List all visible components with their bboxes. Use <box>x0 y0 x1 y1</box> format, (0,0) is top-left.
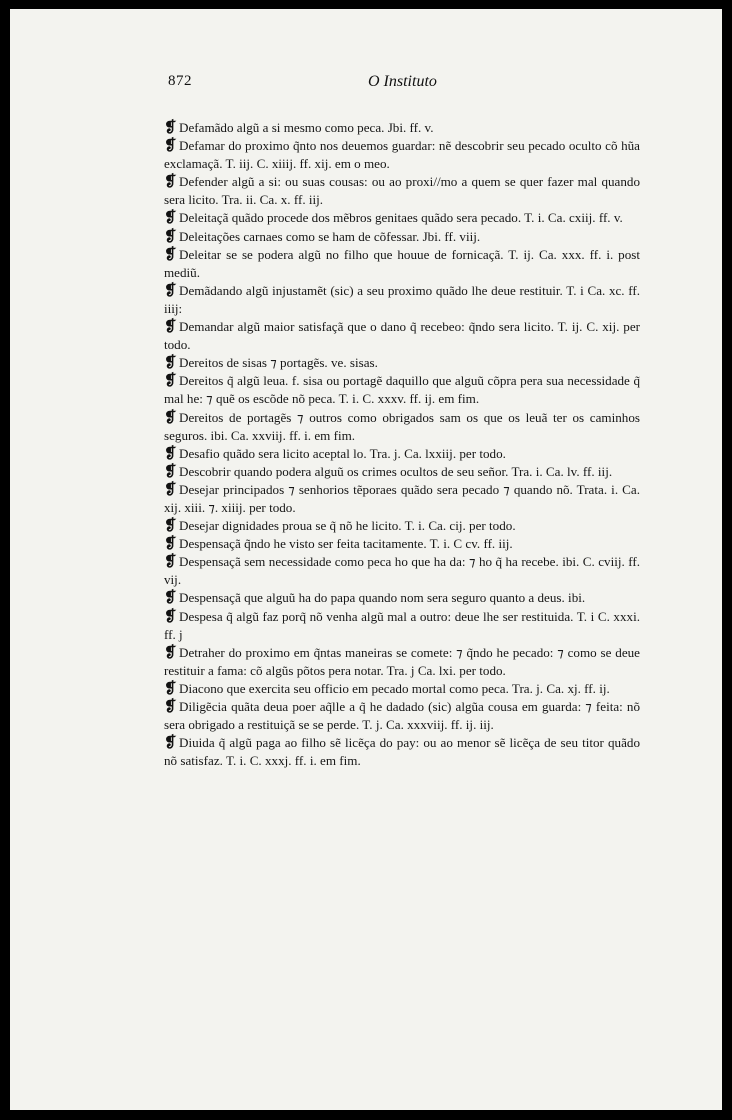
paragraph-mark-icon: ❡ <box>164 699 177 715</box>
index-entry <box>164 608 640 644</box>
entry-text: Demãdando algũ injustamẽt (sic) a seu proximo quãdo lhe deue restituir. T. i Ca. xc. ff. iiij: <box>164 282 640 316</box>
index-entry <box>164 698 640 734</box>
index-entry <box>164 680 640 698</box>
paragraph-mark-icon: ❡ <box>164 680 177 697</box>
paragraph-mark-icon: ❡ <box>164 210 177 227</box>
entry-text: Dereitos de sisas ⁊ portagẽs. ve. sisas. <box>179 355 378 371</box>
paragraph-mark-icon: ❡ <box>164 445 177 462</box>
paragraph-mark-icon: ❡ <box>164 228 177 245</box>
paragraph-mark-icon: ❡ <box>164 590 177 607</box>
entry-text: Despensaçã q̃ndo he visto ser feita tacitamente. T. i. C cv. ff. iij. <box>179 536 513 552</box>
index-entry <box>164 445 640 463</box>
paragraph-mark-icon: ❡ <box>164 735 177 752</box>
entry-text: Desafio quãdo sera licito aceptal lo. Tra. j. Ca. lxxiij. per todo. <box>179 445 506 461</box>
entry-text: Deleitações carnaes como se ham de cõfessar. Jbi. ff. viij. <box>179 228 481 244</box>
paragraph-mark-icon: ❡ <box>164 282 177 299</box>
entry-text: Demandar algũ maior satisfaçã que o dano q̃ recebeo: q̃ndo sera licito. T. ij. C. xij. per todo. <box>164 319 640 353</box>
paragraph-mark-icon: ❡ <box>164 138 177 155</box>
running-title: O Instituto <box>368 73 437 90</box>
paragraph-mark-icon: ❡ <box>164 481 177 498</box>
index-entry <box>164 246 640 282</box>
index-entry <box>164 463 640 481</box>
page-number: 872 <box>168 73 192 89</box>
paragraph-mark-icon: ❡ <box>164 246 177 263</box>
index-entry <box>164 354 640 372</box>
index-entry <box>164 553 640 589</box>
paragraph-mark-icon: ❡ <box>164 174 177 191</box>
entry-text: Deleitar se se podera algũ no filho que houue de fornicaçã. T. ij. Ca. xxx. ff. i. post mediũ. <box>164 246 640 280</box>
entry-text: Detraher do proximo em q̃ntas maneiras se comete: ⁊ q̃ndo he pecado: ⁊ como se deue restituir a fama: cõ algũs põtos pera notar. Tra. j Ca. lxi. per todo. <box>164 644 640 678</box>
entry-text: Descobrir quando podera alguũ os crimes ocultos de seu señor. Tra. i. Ca. lv. ff. iij. <box>179 463 613 479</box>
paragraph-mark-icon: ❡ <box>164 608 177 625</box>
paragraph-mark-icon: ❡ <box>164 409 177 426</box>
entry-text: Diacono que exercita seu officio em pecado mortal como peca. Tra. j. Ca. xj. ff. ij. <box>179 680 610 696</box>
paragraph-mark-icon: ❡ <box>164 355 177 372</box>
index-entry <box>164 517 640 535</box>
entry-text: Defamãdo algũ a si mesmo como peca. Jbi. ff. v. <box>179 120 434 135</box>
index-entries <box>164 119 640 770</box>
paragraph-mark-icon: ❡ <box>164 319 177 336</box>
index-entry <box>164 535 640 553</box>
index-entry <box>164 589 640 607</box>
page-header <box>168 73 558 97</box>
paragraph-mark-icon: ❡ <box>164 373 177 390</box>
entry-text: Despensaçã que alguũ ha do papa quando nom sera seguro quanto a deus. ibi. <box>179 590 586 606</box>
index-entry <box>164 318 640 354</box>
index-entry <box>164 409 640 445</box>
index-entry <box>164 173 640 209</box>
entry-text: Desejar principados ⁊ senhorios tẽporaes quãdo sera pecado ⁊ quando nõ. Trata. i. Ca. xij. xiii. ⁊. xiiij. per todo. <box>164 481 640 515</box>
entry-text: Diligẽcia quãta deua poer aq̃lle a q̃ he dadado (sic) algũa cousa em guarda: ⁊ feita: nõ sera obrigado a restituiçã se se perde. T. j. Ca. xxxviij. ff. ij. iij. <box>164 699 640 733</box>
entry-text: Dereitos de portagẽs ⁊ outros como obrigados sam os que os leuã ter os caminhos seguros. ibi. Ca. xxviij. ff. i. em fim. <box>164 409 640 443</box>
entry-text: Despesa q̃ algũ faz porq̃ nõ venha algũ mal a outro: deue lhe ser restituida. T. i C. xxxi. ff. j <box>164 608 640 642</box>
index-entry <box>164 228 640 246</box>
entry-text: Defamar do proximo q̃nto nos deuemos guardar: nẽ descobrir seu pecado oculto cõ hũa exclamaçã. T. iij. C. xiiij. ff. xij. em o meo. <box>164 138 640 172</box>
index-entry <box>164 481 640 517</box>
entry-text: Despensaçã sem necessidade como peca ho que ha da: ⁊ ho q̃ ha recebe. ibi. C. cviij. ff. vij. <box>164 554 640 588</box>
paragraph-mark-icon: ❡ <box>164 644 177 661</box>
index-entry <box>164 282 640 318</box>
paragraph-mark-icon: ❡ <box>164 463 177 480</box>
entry-text: Defender algũ a si: ou suas cousas: ou ao proxi//mo a quem se quer fazer mal quando sera licito. Tra. ii. Ca. x. ff. iij. <box>164 174 640 208</box>
index-entry <box>164 644 640 680</box>
book-page <box>10 9 722 1110</box>
entry-text: Desejar dignidades proua se q̃ nõ he licito. T. i. Ca. cij. per todo. <box>179 518 516 534</box>
entry-text: Dereitos q̃ algũ leua. f. sisa ou portagẽ daquillo que alguũ cõpra pera sua necessidade q̃ mal he: ⁊ quẽ os escõde nõ peca. T. i. C. xxxv. ff. ij. em fim. <box>164 373 640 407</box>
index-entry <box>164 372 640 408</box>
paragraph-mark-icon: ❡ <box>164 536 177 553</box>
paragraph-mark-icon: ❡ <box>164 518 177 535</box>
index-entry <box>164 137 640 173</box>
index-entry <box>164 209 640 227</box>
paragraph-mark-icon: ❡ <box>164 120 177 136</box>
paragraph-mark-icon: ❡ <box>164 554 177 571</box>
entry-text: Deleitaçã quãdo procede dos mẽbros genitaes quãdo sera pecado. T. i. Ca. cxiij. ff. v. <box>179 210 623 226</box>
entry-text: Diuida q̃ algũ paga ao filho sẽ licẽça do pay: ou ao menor sẽ licẽça de seu titor quãdo nõ satisfaz. T. i. C. xxxj. ff. i. em fim. <box>164 735 640 769</box>
index-entry <box>164 119 640 137</box>
index-entry <box>164 734 640 770</box>
